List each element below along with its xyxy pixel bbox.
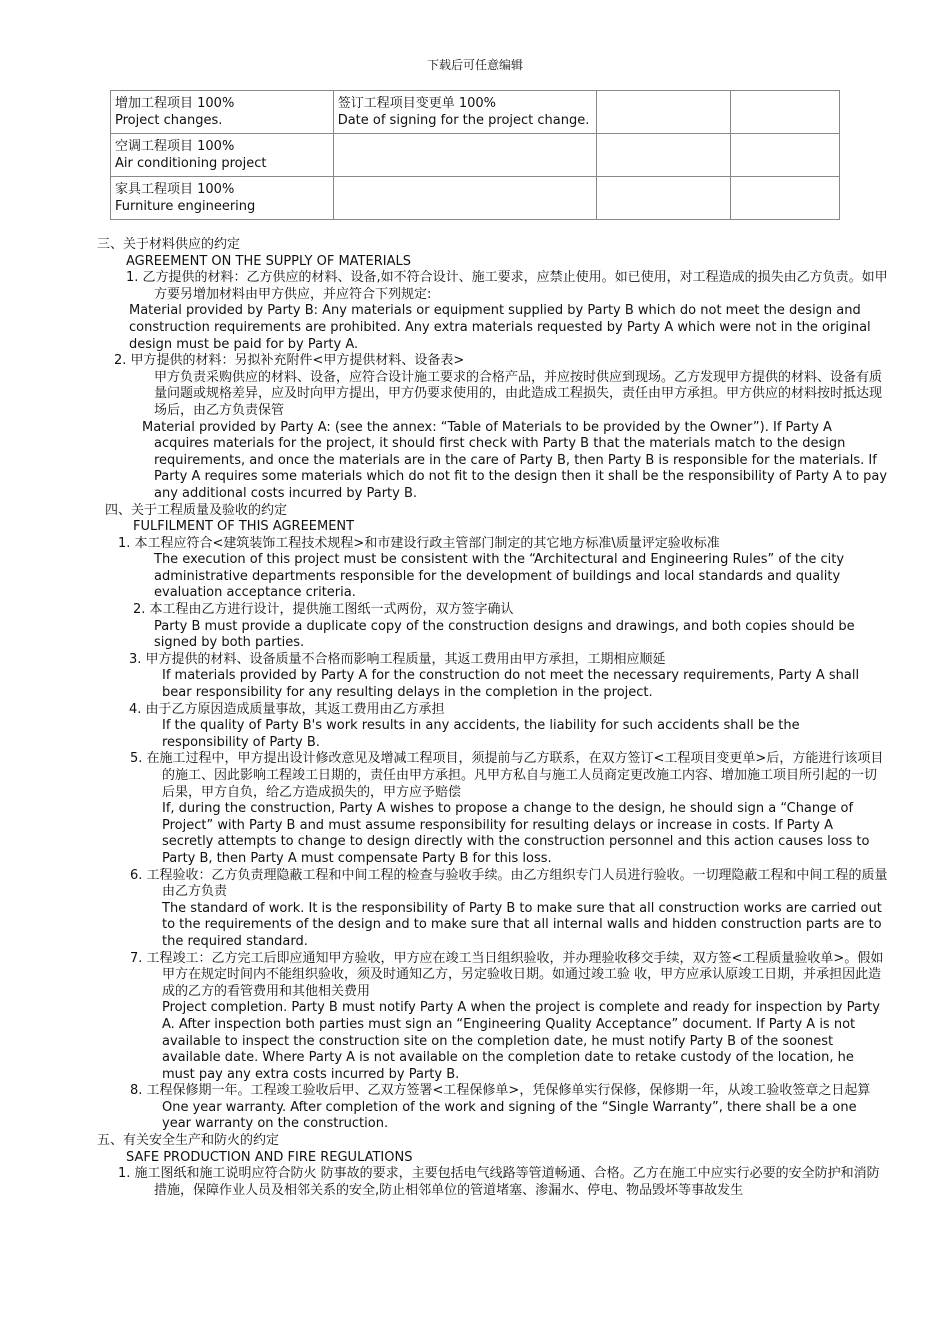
- table-row: [111, 134, 840, 177]
- clause-cn: 2. 甲方提供的材料：另拟补充附件<甲方提供材料、设备表>: [114, 353, 465, 369]
- section-title-cn: 四、关于工程质量及验收的约定: [105, 502, 288, 518]
- clause-cn: 2. 本工程由乙方进行设计，提供施工图纸一式两份，双方签字确认: [133, 602, 514, 618]
- clause-cn: 7. 工程竣工：乙方完工后即应通知甲方验收，甲方应在竣工当日组织验收，并办理验收移交手续，双方签<工程质量验收单>。假如甲方在规定时间内不能组织验收，须及时通知乙方，另定验收日期。如通过竣工验 收，甲方应承认原竣工日期，并承担因此造成的乙方的看管费用和其他相关费用: [130, 950, 884, 999]
- clause-en: If, during the construction, Party A wishes to propose a change to the design, he should sign a “Change of Project” with Party B and must assume responsibility for resulting delays or increase in costs. If Party A secretly attempts to change to design directly with the construction personnel and this action causes loss to Party B, then Party A must compensate Party B for this loss.: [162, 801, 870, 866]
- clause-cn: 5. 在施工过程中，甲方提出设计修改意见及增减工程项目，须提前与乙方联系，在双方签订<工程项目变更单>后，方能进行该项目的施工、因此影响工程竣工日期的，责任由甲方承担。凡甲方私自与施工人员商定更改施工内容、增加施工项目所引起的一切后果，甲方自负，给乙方造成损失的，甲方应予赔偿: [130, 751, 884, 800]
- table-cell: [333, 134, 597, 177]
- document-body: [0, 237, 950, 1199]
- table-cell: [730, 91, 839, 134]
- clause-en: Project completion. Party B must notify Party A when the project is complete and ready for inspection by Party A. After inspection both parties must sign an “Engineering Quality Acceptance” document. If Party A is not available to inspect the construction site on the completion date, he must notify Party B of the soonest available date. Where Party A is not available on the completion date to retake custody of the location, he must pay any extra costs incurred by Party B.: [162, 1000, 880, 1082]
- section-title-cn: 三、关于材料供应的约定: [97, 237, 241, 252]
- clause-cn: 1. 本工程应符合<建筑装饰工程技术规程>和市建设行政主管部门制定的其它地方标准\质量评定验收标准: [118, 535, 720, 551]
- clause-en: Material provided by Party B: Any materials or equipment supplied by Party B which do not meet the design and construction requirements are prohibited. Any extra materials requested by Party A which were not in the original design must be paid for by Party A.: [129, 303, 871, 352]
- project-table: [110, 90, 840, 220]
- clause-cn: 1. 乙方提供的材料：乙方供应的材料、设备,如不符合设计、施工要求，应禁止使用。如已使用，对工程造成的损失由乙方负责。如甲方要另增加材料由甲方供应，并应符合下列规定:: [126, 270, 888, 302]
- table-cell: [333, 177, 597, 220]
- clause-en: The standard of work. It is the responsibility of Party B to make sure that all construction works are carried out to the requirements of the design and to make sure that all internal walls and hidden construction parts are to the required standard.: [162, 900, 882, 949]
- clause-cn: 6. 工程验收：乙方负责理隐蔽工程和中间工程的检查与验收手续。由乙方组织专门人员进行验收。一切理隐蔽工程和中间工程的质量由乙方负责: [130, 867, 888, 900]
- clause-en: Material provided by Party A: (see the annex: “Table of Materials to be provided by the Owner”). If Party A acquires materials for the project, it should first check with Party B that the materials match to the design requirements, and once the materials are in the care of Party B, then Party B is responsible for the materials. If Party A requires some materials which do not fit to the design then it shall be the responsibility of Party A to pay any additional costs incurred by Party B.: [142, 419, 888, 501]
- table-cell: [597, 134, 730, 177]
- table-row: [111, 177, 840, 220]
- table-cell: 签订工程项目变更单 100% Date of signing for the project change.: [333, 91, 597, 134]
- table-cell: [730, 134, 839, 177]
- table-cell: [730, 177, 839, 220]
- clause-cn: 3. 甲方提供的材料、设备质量不合格而影响工程质量，其返工费用由甲方承担，工期相应顺延: [129, 651, 666, 667]
- clause-en: If the quality of Party B's work results in any accidents, the liability for such accidents shall be the responsibility of Party B.: [162, 718, 800, 750]
- clause-cn: 1. 施工图纸和施工说明应符合防火 防事故的要求，主要包括电气线路等管道畅通、合格。乙方在施工中应实行必要的安全防护和消防措施，保障作业人员及相邻关系的安全,防止相邻单位的管道堵塞、渗漏水、停电、物品毁坏等事故发生: [118, 1166, 880, 1198]
- page-header: 下载后可任意编辑: [426, 58, 523, 72]
- table-cell: [597, 91, 730, 134]
- clause-en: The execution of this project must be consistent with the “Architectural and Engineering Rules” of the city administrative departments responsible for the development of buildings and local standards and quality evaluation acceptance criteria.: [154, 552, 845, 601]
- clause-cn: 4. 由于乙方原因造成质量事故，其返工费用由乙方承担: [129, 701, 445, 717]
- section-title-en: SAFE PRODUCTION AND FIRE REGULATIONS: [126, 1149, 413, 1165]
- clause-en: If materials provided by Party A for the construction do not meet the necessary requirements, Party A shall bear responsibility for any resulting delays in the completion in the project.: [162, 668, 860, 701]
- clause-cn: 甲方负责采购供应的材料、设备，应符合设计施工要求的合格产品，并应按时供应到现场。乙方发现甲方提供的材料、设备有质量问题或规格差异，应及时向甲方提出，甲方仍要求使用的，由此造成工程损失，责任由甲方承担。甲方供应的材料按时抵达现场后，由乙方负责保管: [154, 369, 883, 418]
- table-row: [111, 91, 840, 134]
- section-title-cn: 五、有关安全生产和防火的约定: [97, 1133, 280, 1149]
- section-title-en: AGREEMENT ON THE SUPPLY OF MATERIALS: [126, 253, 411, 269]
- clause-en: Party B must provide a duplicate copy of the construction designs and drawings, and both copies should be signed by both parties.: [154, 618, 855, 651]
- table-cell: 增加工程项目 100% Project changes.: [111, 91, 334, 134]
- table-cell: 家具工程项目 100% Furniture engineering: [111, 177, 334, 220]
- table-cell: [597, 177, 730, 220]
- section-title-en: FULFILMENT OF THIS AGREEMENT: [133, 519, 355, 535]
- clause-en: One year warranty. After completion of the work and signing of the “Single Warranty”, there shall be a one year warranty on the construction.: [162, 1099, 857, 1132]
- clause-cn: 8. 工程保修期一年。工程竣工验收后甲、乙双方签署<工程保修单>，凭保修单实行保修，保修期一年，从竣工验收签章之日起算: [130, 1083, 871, 1099]
- table-cell: 空调工程项目 100% Air conditioning project: [111, 134, 334, 177]
